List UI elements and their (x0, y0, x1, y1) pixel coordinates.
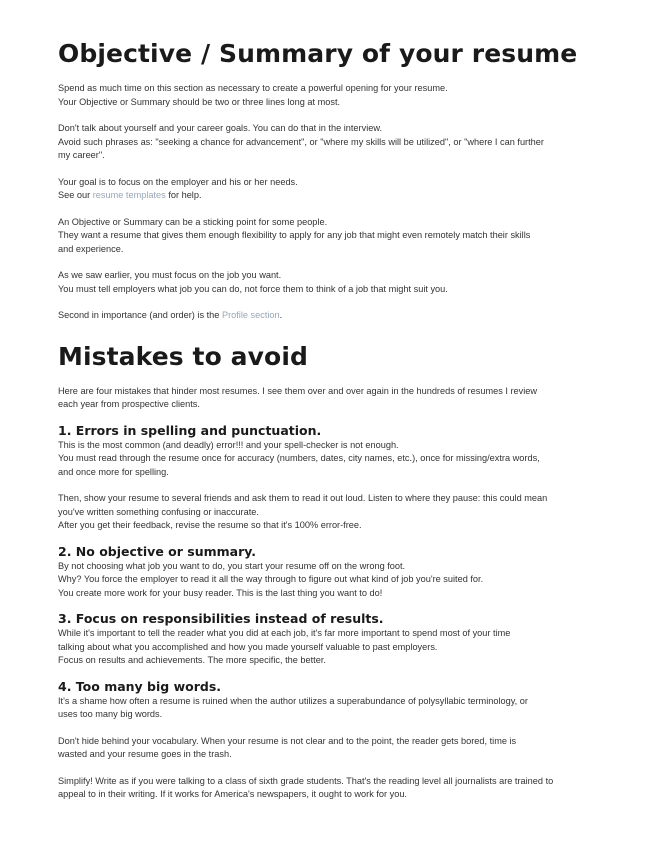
document-page (58, 38, 618, 802)
text-line: It's a shame how often a resume is ruined when the author utilizes a superabundance of polysyllabic terminology, or (58, 695, 528, 706)
mistake-3-paragraph-1 (58, 627, 618, 668)
objective-paragraph-1 (58, 82, 618, 109)
text-line: Then, show your resume to several friends and ask them to read it out loud. Listen to where they pause: this could mean (58, 493, 548, 503)
text-line (58, 309, 618, 323)
mistake-1-heading: 1. Errors in spelling and punctuation. (58, 422, 322, 438)
mistake-4-paragraph-3 (58, 775, 618, 802)
objective-paragraph-2 (58, 122, 618, 163)
text-line: Don't talk about yourself and your career goals. You can do that in the interview. (58, 123, 383, 133)
resume-templates-link[interactable]: resume templates (92, 190, 166, 200)
text-line: you've written something confusing or inaccurate. (58, 506, 259, 517)
text-line: and once more for spelling. (58, 466, 169, 477)
text-line: Don't hide behind your vocabulary. When your resume is not clear and to the point, the reader gets bored, time is (58, 735, 517, 746)
objective-paragraph-5 (58, 269, 618, 296)
mistakes-intro (58, 385, 618, 412)
text-line: and experience. (58, 243, 124, 254)
text-line (58, 189, 618, 203)
text-line: wasted and your resume goes in the trash. (58, 749, 232, 759)
mistake-4-paragraph-2 (58, 735, 618, 762)
text-line: my career". (58, 150, 105, 160)
mistake-1-paragraph-1 (58, 439, 618, 480)
text-line: This is the most common (and deadly) error!!! and your spell-checker is not enough. (58, 439, 399, 450)
profile-section-link[interactable]: Profile section (221, 310, 280, 320)
text-line: By not choosing what job you want to do, you start your resume off on the wrong foot. (58, 560, 406, 571)
mistake-3-heading: 3. Focus on responsibilities instead of results. (58, 611, 384, 626)
text-line: Focus on results and achievements. The more specific, the better. (58, 655, 326, 665)
text-line: You create more work for your busy reader. This is the last thing you want to do! (58, 587, 383, 598)
text-line: They want a resume that gives them enough flexibility to apply for any job that might even remotely match their skills (58, 230, 531, 240)
text-line: Avoid such phrases as: "seeking a chance for advancement", or "where my skills will be utilized", or "where I can further (58, 136, 544, 147)
text-line: Simplify! Write as if you were talking to a class of sixth grade students. That's the reading level all journalists are trained to (58, 775, 554, 786)
text-line: Here are four mistakes that hinder most resumes. I see them over and over again in the hundreds of resumes I review (58, 385, 538, 396)
mistake-1-paragraph-2 (58, 492, 618, 533)
text-fragment: for help. (165, 190, 202, 200)
mistake-4-paragraph-1 (58, 695, 618, 722)
text-line: talking about what you accomplished and how you made yourself valuable to past employers. (58, 641, 438, 652)
text-fragment: See our (58, 190, 93, 200)
text-line: Your Objective or Summary should be two or three lines long at most. (58, 96, 341, 107)
text-line: Your goal is to focus on the employer and his or her needs. (58, 176, 298, 187)
objective-paragraph-6 (58, 309, 618, 323)
objective-paragraph-4 (58, 216, 618, 257)
text-fragment: Second in importance (and order) is the (58, 310, 222, 320)
mistake-4-heading: 4. Too many big words. (58, 678, 222, 694)
text-line: After you get their feedback, revise the resume so that it's 100% error-free. (58, 520, 362, 530)
section-title-objective: Objective / Summary of your resume (58, 39, 578, 68)
text-line: While it's important to tell the reader what you did at each job, it's far more important to spend most of your time (58, 628, 511, 638)
text-line: You must read through the resume once for accuracy (numbers, dates, city names, etc.), once for missing/extra words, (58, 453, 540, 463)
text-line: each year from prospective clients. (58, 399, 200, 409)
text-line: uses too many big words. (58, 709, 163, 719)
text-line: An Objective or Summary can be a sticking point for some people. (58, 216, 328, 227)
mistake-2-heading: 2. No objective or summary. (58, 543, 256, 559)
text-line: You must tell employers what job you can do, not force them to think of a job that might suit you. (58, 283, 448, 294)
text-line: appeal to in their writing. If it works for America's newspapers, it ought to work for you. (58, 789, 407, 799)
text-line: As we saw earlier, you must focus on the job you want. (58, 270, 282, 280)
text-line: Why? You force the employer to read it all the way through to figure out what kind of job you're suited for. (58, 574, 484, 584)
text-fragment: . (279, 310, 283, 320)
text-line: Spend as much time on this section as necessary to create a powerful opening for your resume. (58, 83, 448, 93)
objective-paragraph-3 (58, 176, 618, 203)
section-title-mistakes: Mistakes to avoid (58, 341, 308, 371)
mistake-2-paragraph-1 (58, 560, 618, 601)
